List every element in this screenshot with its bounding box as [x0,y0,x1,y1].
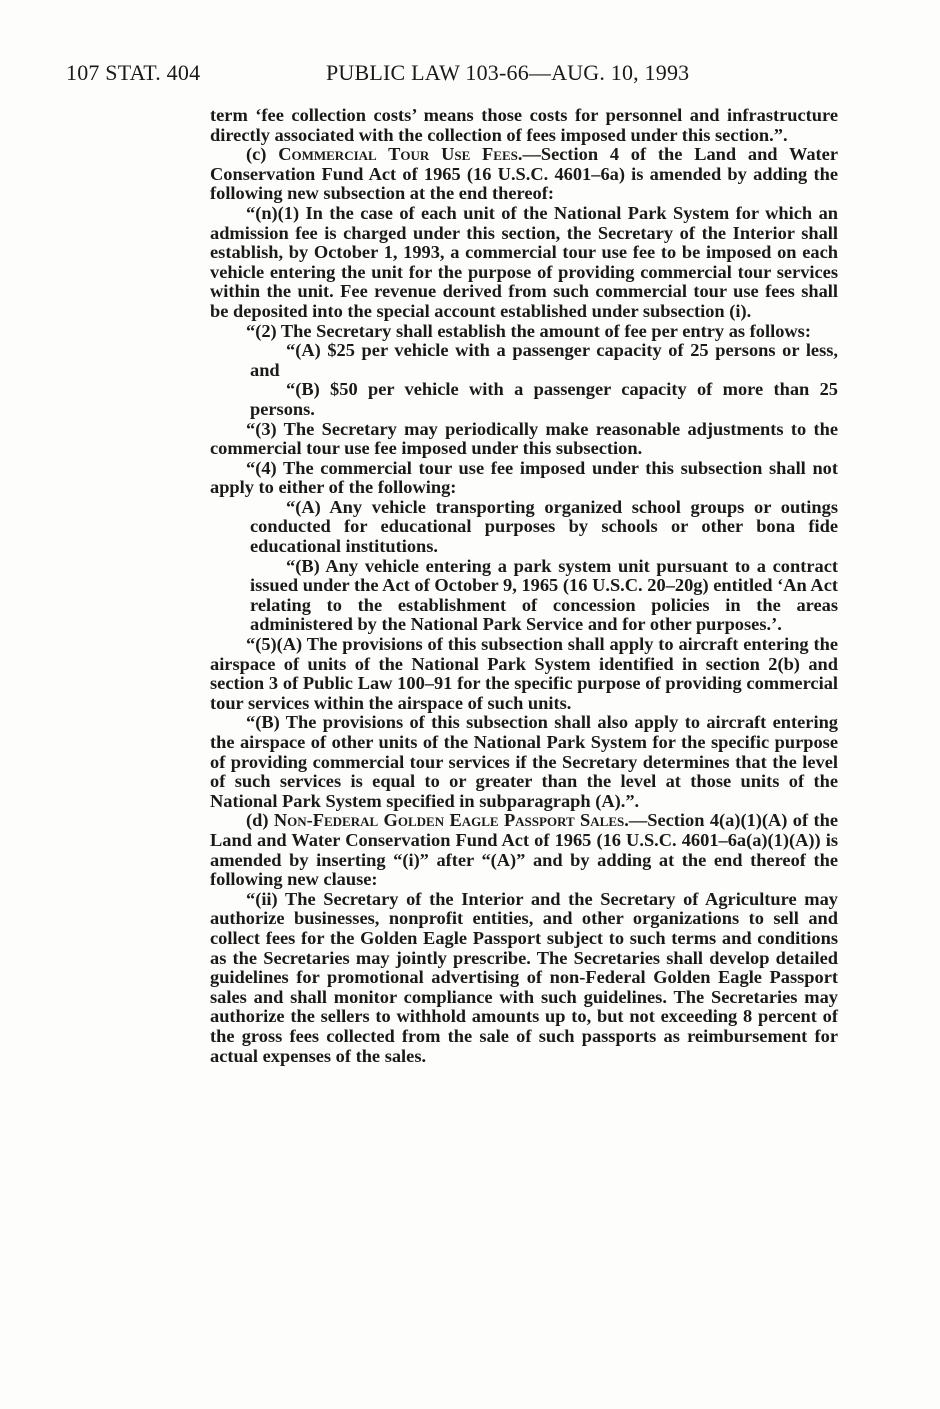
public-law-title: PUBLIC LAW 103-66—AUG. 10, 1993 [326,60,690,85]
paragraph-2b: “(B) $50 per vehicle with a passenger capacity of more than 25 persons. [250,379,838,419]
paragraph-section-c [210,145,838,204]
section-c-prefix: (c) [246,144,279,165]
section-d-heading: Non-Federal Golden Eagle Passport Sales. [273,810,629,831]
paragraph-ii: “(ii) The Secretary of the Interior and the Secretary of Agriculture may authorize businesses, nonprofit entities, and other organizations to sell and collect fees for the Golden Eagle Passport subject to such terms and conditions as the Secretaries may jointly prescribe. The Secretaries shall develop detailed guidelines for promotional advertising of non-Federal Golden Eagle Passport sales and shall monitor compliance with such guidelines. The Secretaries may authorize the sellers to withhold amounts up to, but not exceeding 8 percent of the gross fees collected from the sale of such passports as reimbursement for actual expenses of the sales. [210,888,838,1066]
paragraph-5b: “(B) The provisions of this subsection shall also apply to aircraft entering the airspace of other units of the National Park System for the specific purpose of providing commercial tour services if the Secretary determines that the level of such services is equal to or greater than the level at those units of the National Park System specified in subparagraph (A).”. [210,712,838,811]
document-body [210,106,838,1066]
paragraph-5a: “(5)(A) The provisions of this subsection shall apply to aircraft entering the airspace of units of the National Park System identified in section 2(b) and section 3 of Public Law 100–91 for the specific purpose of providing commercial tour services within the airspace of such units. [210,634,838,713]
paragraph-n1: “(n)(1) In the case of each unit of the National Park System for which an admission fee is charged under this section, the Secretary of the Interior shall establish, by October 1, 1993, a commercial tour use fee to be imposed on each vehicle entering the unit for the purpose of providing commercial tour services within the unit. Fee revenue derived from such commercial tour use fees shall be deposited into the special account established under subsection (i). [210,202,838,321]
paragraph-4b: “(B) Any vehicle entering a park system unit pursuant to a contract issued under the Act of October 9, 1965 (16 U.S.C. 20–20g) entitled ‘An Act relating to the establishment of concession policies in the areas administered by the National Park Service and for other purposes.’. [250,555,838,635]
paragraph-4: “(4) The commercial tour use fee imposed under this subsection shall not apply to either of the following: [210,457,838,498]
paragraph-2a: “(A) $25 per vehicle with a passenger capacity of 25 persons or less, and [250,340,838,380]
section-c-heading: Commercial Tour Use Fees. [278,144,523,165]
section-d-prefix: (d) [246,810,274,831]
page-header [66,60,826,86]
paragraph-section-d [210,811,838,889]
section-d-text: —Section 4(a)(1)(A) of the Land and Water Conservation Fund Act of 1965 (16 U.S.C. 4601–6a(a)(1)(A)) is amended by inserting “(i)” after “(A)” and by adding at the end thereof the following new clause: [210,810,839,890]
paragraph-4a: “(A) Any vehicle transporting organized school groups or outings conducted for educational purposes by schools or other bona fide educational institutions. [250,496,838,557]
paragraph-3: “(3) The Secretary may periodically make reasonable adjustments to the commercial tour use fee imposed under this subsection. [210,418,838,459]
statute-citation: 107 STAT. 404 [66,60,201,85]
paragraph-2: “(2) The Secretary shall establish the amount of fee per entry as follows: [246,320,811,341]
paragraph-continuation: term ‘fee collection costs’ means those costs for personnel and infrastructure directly associated with the collection of fees imposed under this section.”. [210,105,838,145]
section-c-text: —Section 4 of the Land and Water Conservation Fund Act of 1965 (16 U.S.C. 4601–6a) is amended by adding the following new subsection at the end thereof: [210,144,839,204]
